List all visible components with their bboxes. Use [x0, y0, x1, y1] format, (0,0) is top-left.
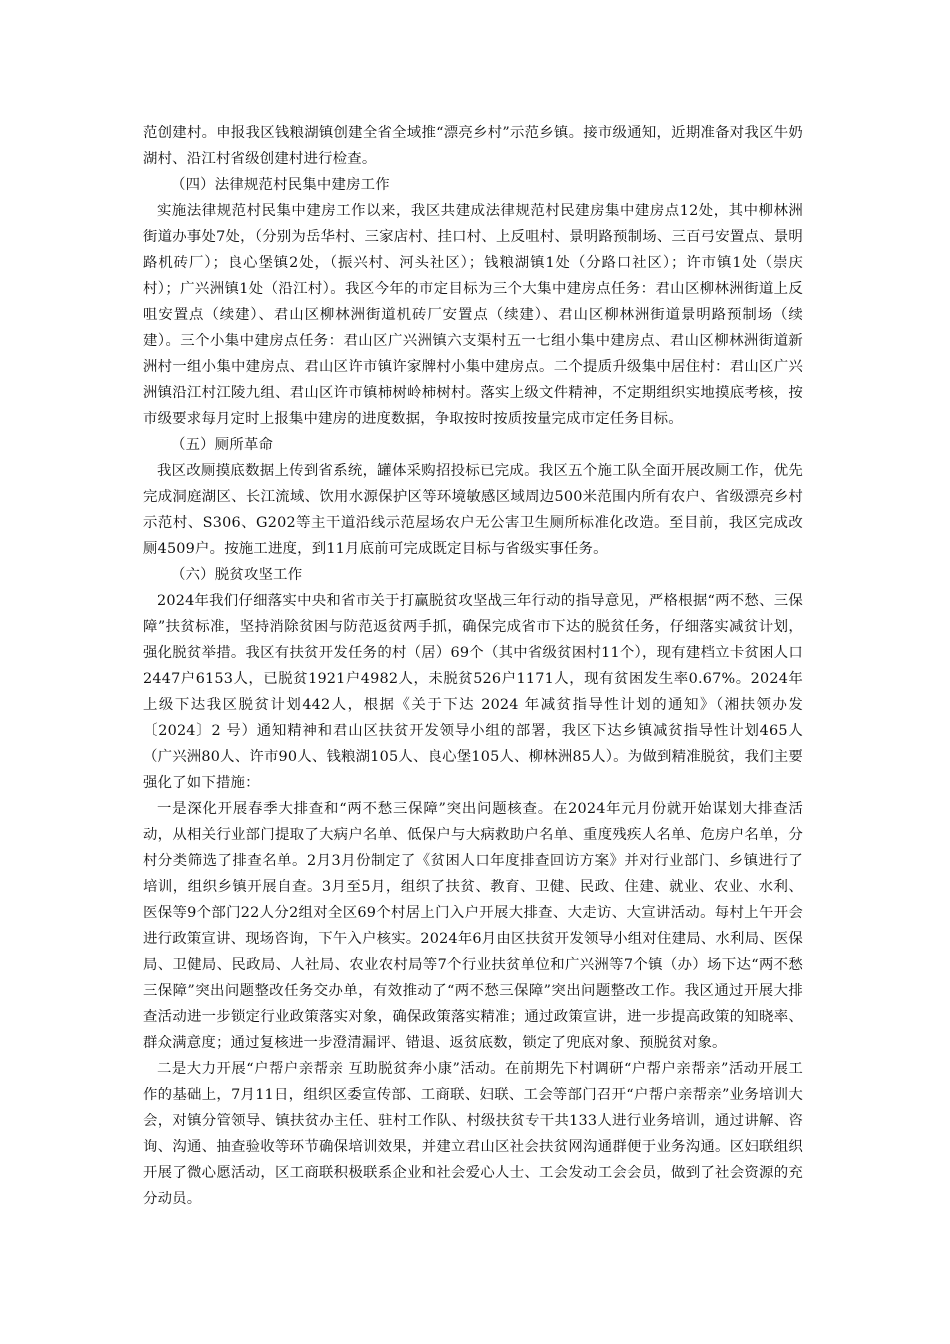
section-heading-housing: （四）法律规范村民集中建房工作: [171, 177, 390, 193]
body-paragraph-toilet: 我区改厕摸底数据上传到省系统，罐体采购招投标已完成。我区五个施工队全面开展改厕工作，优先完成洞庭湖区、长江流域、饮用水源保护区等环境敏感区域周边500米范围内所有农户、省级漂亮乡村示范村、S306、G202等主干道沿线示范屋场农户无公害卫生厕所标准化改造。至目前，我区完成改厕4509户。按施工进度，到11月底前可完成既定目标与省级实事任务。: [143, 463, 803, 557]
body-paragraph-housing: 实施法律规范村民集中建房工作以来，我区共建成法律规范村民建房集中建房点12处，其中柳林洲街道办事处7处，（分别为岳华村、三家店村、挂口村、上反咀村、景明路预制场、三百弓安置点、景明路机砖厂）；良心堡镇2处，（振兴村、河头社区）；钱粮湖镇1处（分路口社区）；许市镇1处（崇庆村）；广兴洲镇1处（沿江村）。我区今年的市定目标为三个大集中建房点任务：君山区柳林洲街道上反咀安置点（续建）、君山区柳林洲街道机砖厂安置点（续建）、君山区柳林洲街道景明路预制场（续建）。三个小集中建房点任务：君山区广兴洲镇六支渠村五一七组小集中建房点、君山区柳林洲街道新洲村一组小集中建房点、君山区许市镇许家牌村小集中建房点。二个提质升级集中居住村：君山区广兴洲镇沿江村江陵九组、君山区许市镇柿树岭柿树村。落实上级文件精神，不定期组织实地摸底考核，按市级要求每月定时上报集中建房的进度数据，争取按时按质按量完成市定任务目标。: [143, 203, 803, 427]
section-heading-toilet: （五）厕所革命: [171, 437, 274, 453]
section-heading-poverty: （六）脱贫攻坚工作: [171, 567, 303, 583]
document-body: [143, 120, 803, 1212]
body-paragraph-continuation: 范创建村。申报我区钱粮湖镇创建全省全域推“漂亮乡村”示范乡镇。接市级通知，近期准备对我区牛奶湖村、沿江村省级创建村进行检查。: [143, 125, 803, 167]
body-paragraph-poverty-measure-1: 一是深化开展春季大排查和“两不愁三保障”突出问题核查。在2024年元月份就开始谋划大排查活动，从相关行业部门提取了大病户名单、低保户与大病救助户名单、重度残疾人名单、危房户名单，分村分类筛选了排查名单。2月3月份制定了《贫困人口年度排查回访方案》并对行业部门、乡镇进行了培训，组织乡镇开展自查。3月至5月，组织了扶贫、教育、卫健、民政、住建、就业、农业、水利、医保等9个部门22人分2组对全区69个村居上门入户开展大排查、大走访、大宣讲活动。每村上午开会进行政策宣讲、现场咨询，下午入户核实。2024年6月由区扶贫开发领导小组对住建局、水利局、医保局、卫健局、民政局、人社局、农业农村局等7个行业扶贫单位和广兴洲等7个镇（办）场下达“两不愁三保障”突出问题整改任务交办单，有效推动了“两不愁三保障”突出问题整改工作。我区通过开展大排查活动进一步锁定行业政策落实对象，确保政策落实精准；通过政策宣讲，进一步提高政策的知晓率、群众满意度；通过复核进一步澄清漏评、错退、返贫底数，锁定了兜底对象、预脱贫对象。: [143, 801, 803, 1051]
body-paragraph-poverty-measure-2: 二是大力开展“户帮户亲帮亲 互助脱贫奔小康”活动。在前期先下村调研“户帮户亲帮亲”活动开展工作的基础上，7月11日，组织区委宣传部、工商联、妇联、工会等部门召开“户帮户亲帮亲”业务培训大会，对镇分管领导、镇扶贫办主任、驻村工作队、村级扶贫专干共133人进行业务培训，通过讲解、咨询、沟通、抽查验收等环节确保培训效果，并建立君山区社会扶贫网沟通群便于业务沟通。区妇联组织开展了微心愿活动，区工商联积极联系企业和社会爱心人士、工会发动工会会员，做到了社会资源的充分动员。: [143, 1061, 803, 1207]
body-paragraph-poverty-overview: 2024年我们仔细落实中央和省市关于打赢脱贫攻坚战三年行动的指导意见，严格根据“两不愁、三保障”扶贫标准，坚持消除贫困与防范返贫两手抓，确保完成省市下达的脱贫任务，仔细落实减贫计划，强化脱贫举措。我区有扶贫开发任务的村（居）69个（其中省级贫困村11个），现有建档立卡贫困人口2447户6153人，已脱贫1921户4982人，未脱贫526户1171人，现有贫困发生率0.67%。2024年上级下达我区脱贫计划442人，根据《关于下达 2024 年减贫指导性计划的通知》（湘扶领办发〔2024〕2 号）通知精神和君山区扶贫开发领导小组的部署，我区下达乡镇减贫指导性计划465人（广兴洲80人、许市90人、钱粮湖105人、良心堡105人、柳林洲85人）。为做到精准脱贫，我们主要强化了如下措施：: [143, 593, 803, 791]
